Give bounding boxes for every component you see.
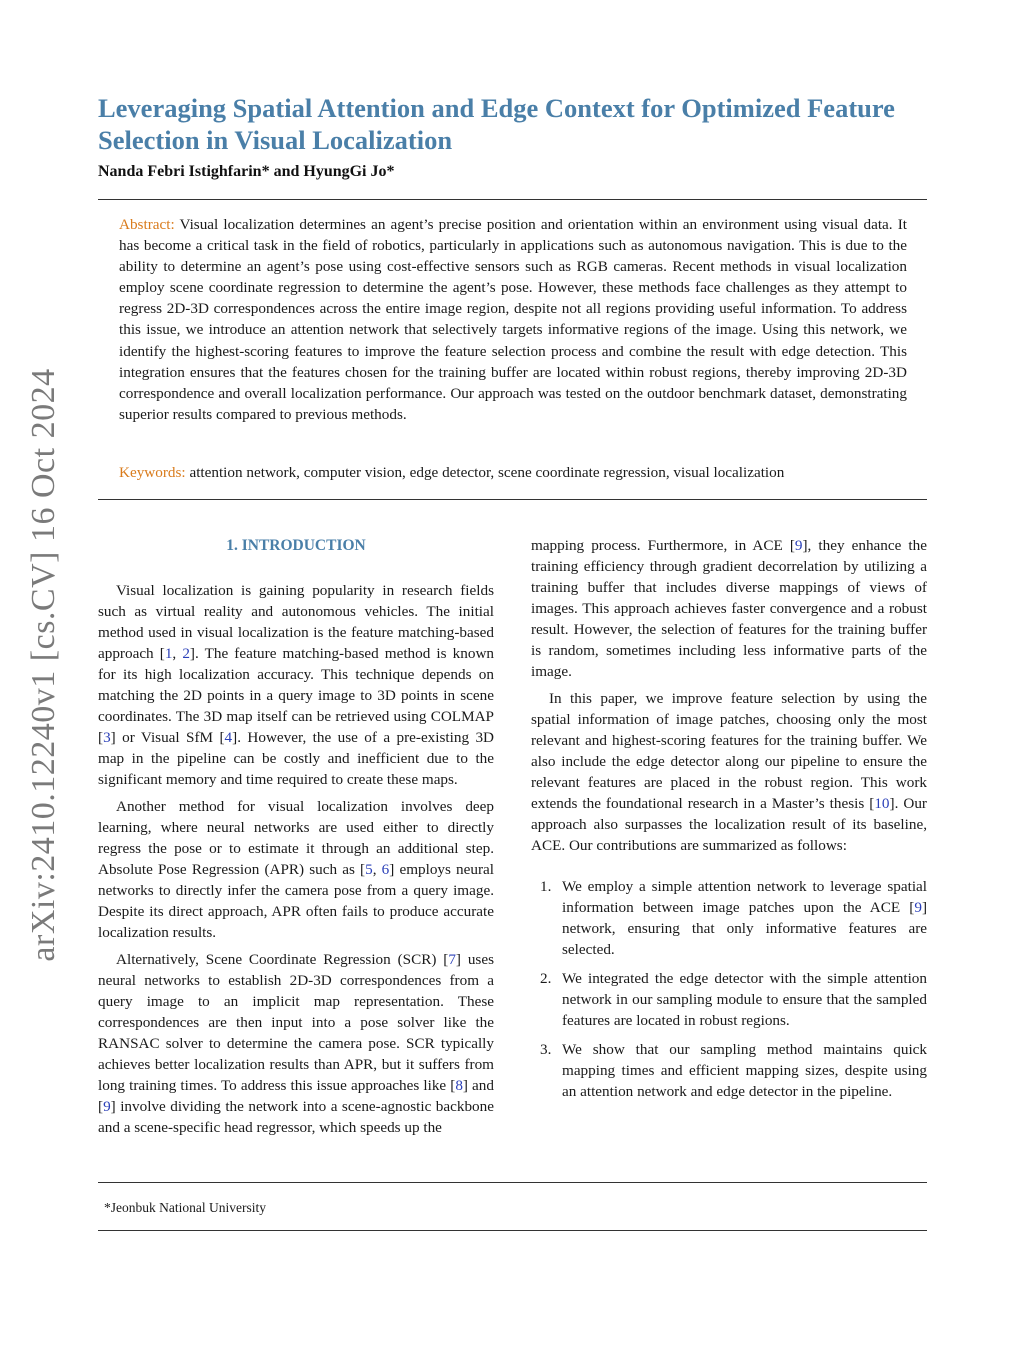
list-number: 2.	[540, 970, 552, 987]
citation-link[interactable]: 7	[448, 951, 456, 968]
footnote: *Jeonbuk National University	[104, 1200, 266, 1215]
text-run: ] and [	[98, 1077, 494, 1115]
text-run: We employ a simple attention network to leverage spatial information between image patches upon the ACE [	[562, 878, 927, 916]
text-run: Visual localization is gaining popularity in research fields such as virtual reality and autonomous vehicles. The initial method used in visual localization is the feature matching-based approach [	[98, 582, 494, 662]
citation-link[interactable]: 6	[381, 861, 390, 878]
author-list: Nanda Febri Istighfarin* and HyungGi Jo*	[98, 163, 395, 180]
header-divider	[98, 199, 927, 200]
text-run: In this paper, we improve feature selection by using the spatial information of image patches, choosing only the most relevant and highest-scoring features for the training buffer. We also include the edge detector along our pipeline to ensure the relevant features are placed in the robust region. This work extends the foundational research in a Master’s thesis [	[531, 690, 927, 812]
text-run: ]. However, the use of a pre-existing 3D map in the pipeline can be costly and inefficient due to the significant memory and time required to create these maps.	[98, 729, 495, 788]
citation-link[interactable]: 2	[182, 645, 190, 662]
intro-paragraph-1	[98, 580, 494, 790]
intro-paragraph-2	[98, 796, 494, 943]
footnote-divider-top	[98, 1182, 927, 1183]
text-run: ] employs neural networks to directly infer the camera pose from a query image. Despite its direct approach, APR often fails to produce accurate localization results.	[98, 861, 495, 941]
paper-title: Leveraging Spatial Attention and Edge Context for Optimized Feature Selection in Visual Localization	[98, 93, 895, 155]
text-run: mapping process. Furthermore, in ACE [	[531, 537, 795, 554]
arxiv-identifier: arXiv:2410.12240v1 [cs.CV] 16 Oct 2024	[25, 368, 62, 962]
citation-link[interactable]: 5	[365, 861, 373, 878]
intro-paragraph-4	[531, 688, 927, 856]
intro-paragraph-3-continued	[531, 535, 927, 682]
text-run: ] uses neural networks to establish 2D-3D correspondences from a query image to an implicit map representation. These correspondences are then input into a pose solver like the RANSAC solver to determine the camera pose. SCR typically achieves better localization results than APR, but it suffers from long training times. To address this issue approaches like [	[98, 951, 494, 1094]
text-run: We show that our sampling method maintains quick mapping times and efficient mapping sizes, despite using an attention network and edge detector in the pipeline.	[562, 1041, 927, 1100]
text-run: ] or Visual SfM [	[110, 729, 225, 746]
citation-link[interactable]: 9	[103, 1098, 111, 1115]
list-item	[531, 876, 927, 960]
text-run: ] network, ensuring that only informative features are selected.	[562, 899, 927, 958]
keywords-label: Keywords:	[119, 464, 186, 481]
list-number: 1.	[540, 878, 552, 895]
abstract-label: Abstract:	[119, 216, 175, 233]
citation-link[interactable]: 4	[224, 729, 233, 746]
list-item	[531, 968, 927, 1031]
text-run: ,	[372, 861, 382, 878]
keywords	[119, 462, 919, 483]
text-run: Another method for visual localization involves deep learning, where neural networks are used either to directly regress the pose or to estimate it through an additional step. Absolute Pose Regression (APR) such as [	[98, 798, 494, 878]
text-run: ]. The feature matching-based method is known for its high localization accuracy. This technique depends on matching the 2D points in a query image to 3D points in scene coordinates. The 3D map itself can be retrieved using COLMAP [	[98, 645, 495, 746]
intro-paragraph-3	[98, 949, 494, 1138]
text-run: Alternatively, Scene Coordinate Regression (SCR) [	[116, 951, 449, 968]
text-run: ,	[172, 645, 183, 662]
list-item	[531, 1039, 927, 1102]
contributions-list	[531, 876, 927, 1102]
citation-link[interactable]: 9	[794, 537, 803, 554]
text-run: ], they enhance the training efficiency through gradient decorrelation by utilizing a training buffer that includes diverse mappings of views of images. This approach achieves faster convergence and a robust result. However, the selection of features for the training buffer is random, sometimes including less informative parts of the image.	[531, 537, 927, 680]
right-column	[531, 535, 927, 1110]
text-run: ]. Our approach also surpasses the localization result of its baseline, ACE. Our contributions are summarized as follows:	[531, 795, 927, 854]
text-run: We integrated the edge detector with the simple attention network in our sampling module to ensure that the sampled features are located in robust regions.	[562, 970, 927, 1029]
citation-link[interactable]: 8	[455, 1077, 463, 1094]
text-run: ] involve dividing the network into a scene-agnostic backbone and a scene-specific head regressor, which speeds up the	[98, 1098, 494, 1136]
list-number: 3.	[540, 1041, 552, 1058]
abstract-divider	[98, 499, 927, 500]
citation-link[interactable]: 9	[914, 899, 922, 916]
left-column	[98, 535, 494, 1144]
abstract-text: Visual localization determines an agent’s precise position and orientation within an environment using visual data. It has become a critical task in the field of robotics, particularly in applications such as autonomous navigation. This is due to the ability to determine an agent’s pose using cost-effective sensors such as RGB cameras. Recent methods in visual localization employ scene coordinate regression to determine the agent’s pose. However, these methods face challenges as they attempt to regress 2D-3D correspondences across the entire image region, despite not all regions providing useful information. To address this issue, we introduce an attention network that selectively targets informative regions of the image. Using this network, we identify the highest-scoring features to improve the feature selection process and combine the result with edge detection. This integration ensures that the features chosen for the training buffer are located within robust regions, thereby improving 2D-3D correspondence and overall localization performance. Our approach was tested on the outdoor benchmark dataset, demonstrating superior results compared to previous methods.	[119, 216, 907, 423]
keywords-text: attention network, computer vision, edge detector, scene coordinate regression, visual localization	[189, 464, 785, 481]
abstract	[119, 214, 907, 425]
section-heading-introduction: 1. INTRODUCTION	[226, 537, 366, 554]
citation-link[interactable]: 10	[874, 795, 890, 812]
footnote-divider-bottom	[98, 1230, 927, 1231]
citation-link[interactable]: 3	[103, 729, 111, 746]
citation-link[interactable]: 1	[164, 645, 173, 662]
